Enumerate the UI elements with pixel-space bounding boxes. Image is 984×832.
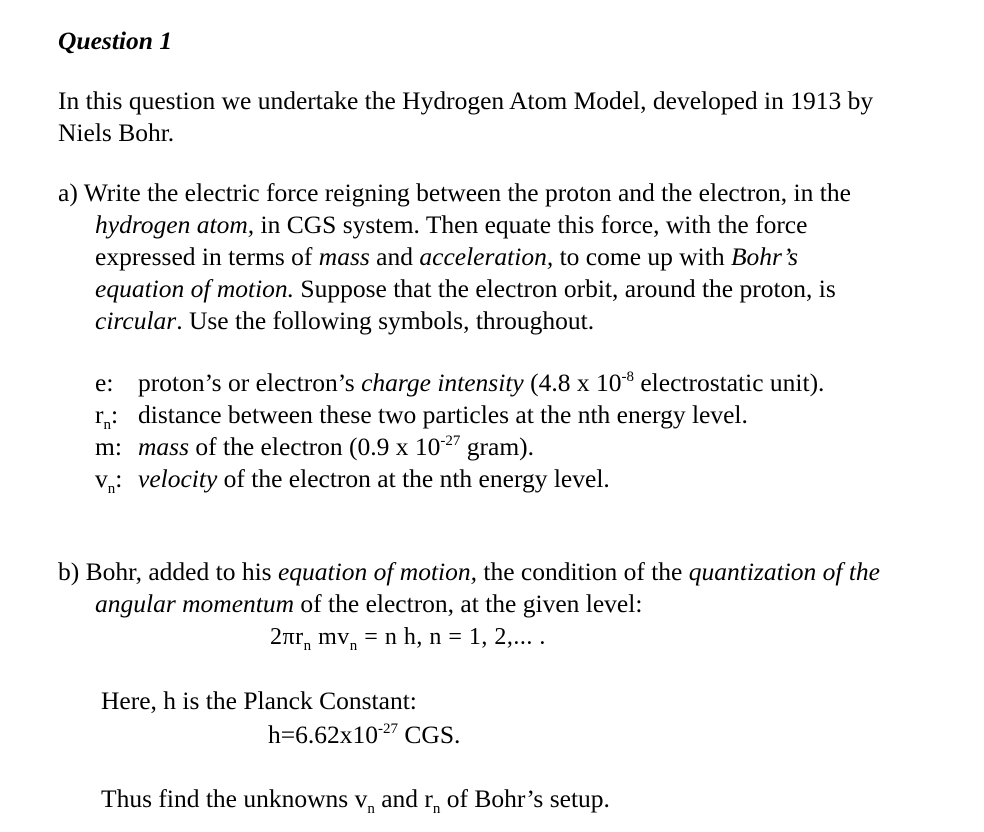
symbol-e-row: e: proton’s or electron’s charge intensity (4.8 x $10^{-8}$ electrostatic unit). [95, 368, 825, 397]
symbol-r-row: $r_n$: distance between these two particles at the nth energy level. [95, 400, 748, 433]
symbol-e-label: e: [95, 368, 114, 397]
quantization-equation: $2\pi r_n$ $mv_n = n$ h, n = 1, 2,... . [270, 624, 546, 654]
part-b-line-1: b) Bohr, added to his equation of motion, the condition of the quantization of the [58, 557, 880, 586]
symbol-v-label: $v_n$: [95, 464, 123, 497]
symbol-m-row: m: mass of the electron (0.9 x $10^{-27}$ gram). [95, 432, 535, 461]
part-a-line-3: expressed in terms of mass and acceleration, to come up with Bohr’s [95, 242, 799, 271]
part-a-line-5: circular. Use the following symbols, throughout. [95, 306, 595, 335]
final-instruction: Thus find the unknowns $v_n$ and $r_n$ of Bohr’s setup. [101, 784, 610, 817]
intro-line-1: In this question we undertake the Hydrogen Atom Model, developed in 1913 by [58, 86, 874, 115]
planck-line: Here, h is the Planck Constant: [101, 686, 417, 715]
question-title: Question 1 [58, 26, 173, 55]
symbol-m-label: m: [95, 432, 122, 461]
part-a-line-1: a) Write the electric force reigning between the proton and the electron, in the [58, 178, 851, 207]
part-a-line-4: equation of motion. Suppose that the electron orbit, around the proton, is [95, 274, 836, 303]
planck-value: $h=6.62x10^{-27}$ CGS. [268, 720, 461, 749]
symbol-v-row: $v_n$: velocity of the electron at the nth energy level. [95, 464, 610, 497]
intro-line-2: Niels Bohr. [58, 118, 175, 147]
symbol-r-label: $r_n$: [95, 400, 119, 433]
part-b-line-2: angular momentum of the electron, at the given level: [95, 589, 643, 618]
part-a-line-2: hydrogen atom, in CGS system. Then equate this force, with the force [95, 210, 808, 239]
